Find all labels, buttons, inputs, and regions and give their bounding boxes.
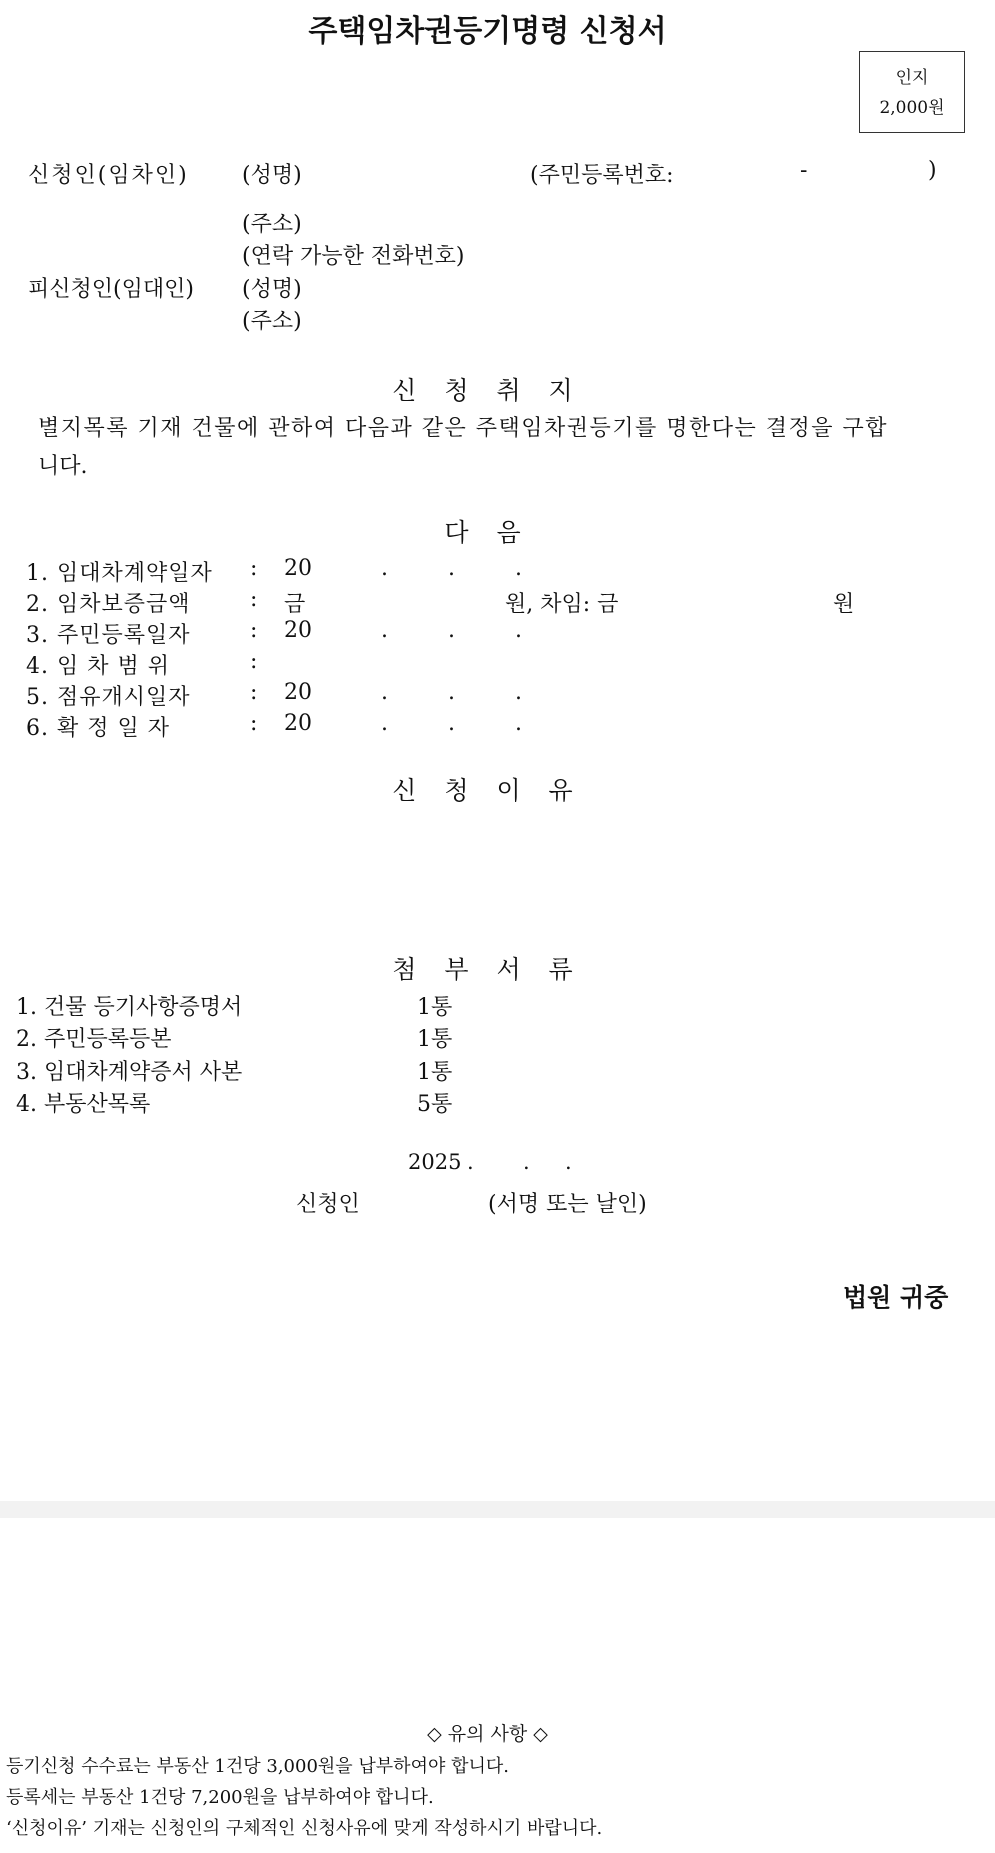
signature-sign-label: (서명 또는 날인) [488, 1192, 647, 1217]
note-line: 등록세는 부동산 1건당 7,200원을 납부하여야 합니다. [6, 1787, 434, 1808]
attachment-name: 1. 건물 등기사항증명서 [16, 995, 243, 1020]
details-heading: 다 음 [444, 518, 531, 547]
attachment-count: 1통 [417, 1060, 453, 1085]
detail-dot: . [515, 556, 522, 581]
attachment-count: 1통 [417, 1027, 453, 1052]
stamp-amount: 2,000원 [879, 98, 945, 118]
attachment-name: 2. 주민등록등본 [16, 1027, 172, 1052]
detail-dot: . [448, 711, 455, 736]
stamp-label: 인지 [895, 68, 929, 88]
revenue-stamp-box [859, 51, 965, 133]
court-addressee: 법원 귀중 [843, 1283, 949, 1312]
detail-value: 20 [284, 680, 312, 705]
detail-colon: : [250, 711, 258, 736]
purpose-line-1: 별지목록 기재 건물에 관하여 다음과 같은 주택임차권등기를 명한다는 결정을 구합 [38, 416, 889, 441]
purpose-line-2: 니다. [38, 454, 88, 479]
attachment-count: 5통 [417, 1092, 453, 1117]
applicant-name-label: (성명) [242, 163, 302, 188]
applicant-label: 신청인(임차인) [28, 163, 189, 188]
detail-dot: . [381, 680, 388, 705]
signature-applicant-label: 신청인 [296, 1192, 360, 1217]
detail-colon: : [250, 649, 258, 674]
signature-dot: . [523, 1150, 530, 1174]
attachment-name: 4. 부동산목록 [16, 1092, 151, 1117]
detail-rent-unit: 원 [833, 592, 855, 617]
applicant-address-label: (주소) [242, 212, 302, 237]
reason-heading: 신 청 이 유 [392, 776, 583, 805]
detail-dot: . [448, 680, 455, 705]
detail-dot: . [448, 618, 455, 643]
attachment-count: 1통 [417, 995, 453, 1020]
respondent-label: 피신청인(임대인) [28, 277, 194, 302]
detail-colon: : [250, 618, 258, 643]
respondent-name-label: (성명) [242, 277, 302, 302]
detail-value: 20 [284, 556, 312, 581]
detail-colon: : [250, 556, 258, 581]
attachments-heading: 첨 부 서 류 [392, 955, 583, 984]
applicant-rrn-dash: - [800, 158, 808, 183]
detail-label: 3. 주민등록일자 [26, 623, 191, 648]
detail-dot: . [381, 711, 388, 736]
detail-dot: . [515, 711, 522, 736]
attachment-name: 3. 임대차계약증서 사본 [16, 1060, 243, 1085]
detail-dot: . [448, 556, 455, 581]
detail-value: 금 [284, 592, 306, 617]
detail-dot: . [515, 618, 522, 643]
detail-colon: : [250, 680, 258, 705]
page-title: 주택임차권등기명령 신청서 [308, 14, 667, 49]
purpose-heading: 신 청 취 지 [392, 376, 583, 405]
detail-value: 20 [284, 618, 312, 643]
detail-label: 6. 확 정 일 자 [26, 716, 170, 741]
notes-heading: ◇ 유의 사항 ◇ [427, 1723, 548, 1745]
signature-year: 2025 [408, 1150, 462, 1174]
signature-dot: . [565, 1150, 572, 1174]
detail-rent-label: 원, 차임: 금 [505, 592, 619, 617]
detail-dot: . [515, 680, 522, 705]
applicant-rrn-label: (주민등록번호: [530, 163, 674, 188]
applicant-rrn-close: ) [928, 158, 937, 183]
detail-label: 2. 임차보증금액 [26, 592, 191, 617]
detail-colon: : [250, 587, 258, 612]
detail-label: 1. 임대차계약일자 [26, 561, 213, 586]
detail-value: 20 [284, 711, 312, 736]
signature-dot: . [467, 1150, 474, 1174]
detail-label: 5. 점유개시일자 [26, 685, 191, 710]
detail-dot: . [381, 556, 388, 581]
page-separator [0, 1501, 995, 1518]
note-line: 등기신청 수수료는 부동산 1건당 3,000원을 납부하여야 합니다. [6, 1756, 509, 1777]
detail-dot: . [381, 618, 388, 643]
detail-label: 4. 임 차 범 위 [26, 654, 170, 679]
note-line: ‘신청이유’ 기재는 신청인의 구체적인 신청사유에 맞게 작성하시기 바랍니다. [6, 1818, 603, 1839]
applicant-phone-label: (연락 가능한 전화번호) [242, 244, 465, 269]
respondent-address-label: (주소) [242, 309, 302, 334]
